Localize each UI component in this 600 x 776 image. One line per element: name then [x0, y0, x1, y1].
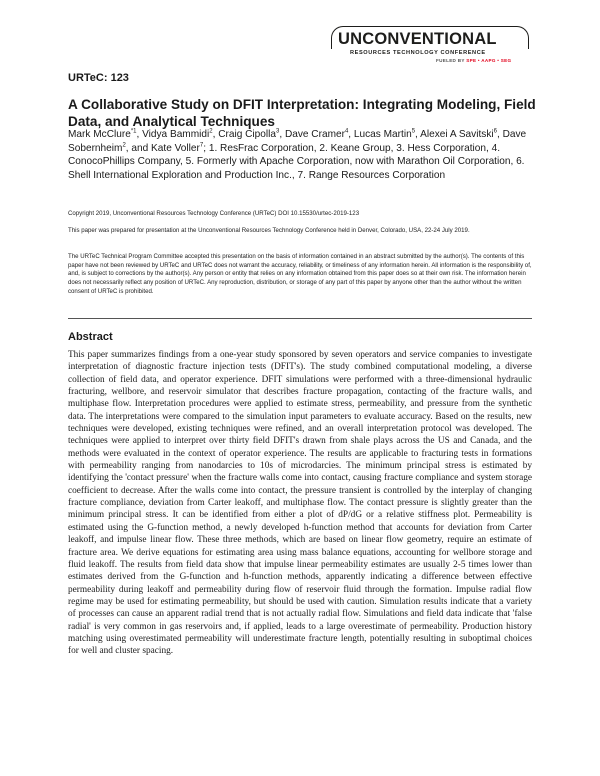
paper-id: URTeC: 123 — [68, 72, 129, 84]
author-affiliation-mark: 3 — [275, 128, 280, 135]
author-name: Kate Voller — [151, 142, 200, 154]
logo-tag-prefix: FUELED BY — [436, 58, 467, 63]
author-affiliation-mark: 4 — [344, 128, 349, 135]
author-affiliation-mark: 5 — [411, 128, 416, 135]
presentation-notice: This paper was prepared for presentation at the Unconventional Resources Technology Conference held in Denver, Colorado, USA, 22-24 July 2019. — [68, 227, 470, 234]
author-name: Dave Cramer — [284, 129, 345, 140]
section-divider — [68, 318, 532, 319]
author-list: Mark McClure$^{*1}$, Vidya Bammidi$^2$, Craig Cipolla$^3$, Dave Cramer$^4$, Lucas Martin$^5$, Alexei A Savitski$^6$, Dave Sobernheim$^2$, and Kate Voller$^7$; 1. ResFrac Corporation, 2. Keane Group, 3. Hess Corporation, 4. ConocoPhillips Company, 5. Formerly with Apache Corporation, now with Marathon Oil Corporation, 6. Shell International Exploration and Production Inc., 7. Range Resources Corporation — [68, 128, 527, 181]
author-name: Alexei A Savitski — [420, 129, 494, 140]
logo-tag-orgs: SPE • AAPG • SEG — [466, 58, 512, 63]
author-affiliation-mark: 2 — [209, 128, 213, 135]
committee-disclaimer: The URTeC Technical Program Committee accepted this presentation on the basis of information contained in an abstract submitted by the author(s). The contents of this paper have not been reviewed by URTeC and URTeC does not warrant the accuracy, reliability, or timeliness of any information herein. All information is the responsibility of, and, is subject to corrections by the author(s). Any person or entity that relies on any information obtained from this paper does so at their own risk. The information herein does not necessarily reflect any position of URTeC. Any reproduction, distribution, or storage of any part of this paper by anyone other than the author without the written consent of URTeC is prohibited. — [68, 253, 532, 295]
author-name: Dave Sobernheim — [68, 129, 527, 154]
conference-logo — [338, 26, 538, 78]
author-name: Mark McClure — [68, 129, 131, 140]
author-affiliation-mark: *1 — [130, 128, 137, 135]
author-name: Vidya Bammidi — [142, 129, 210, 140]
abstract-body: This paper summarizes findings from a one-year study sponsored by seven operators and service companies to investigate interpretation of diagnostic fracture injection tests (DFIT's). The study combined computational modeling, a diverse collection of field data, and operator experience. DFIT simulations were performed with a three-dimensional hydraulic fracturing, wellbore, and reservoir simulator that describes fracture propagation, contacting of the fracture walls, and multiphase flow. Interpretation procedures were applied to estimate stress, permeability, and pressure from the synthetic data. The interpretations were compared to the simulation input parameters to evaluate accuracy. Based on the results, new techniques were developed, existing techniques were refined, and an overall interpretation protocol was developed. The techniques were applied to interpret over thirty field DFIT's drawn from shale plays across the US and Canada, and the methods were evaluated in the context of operator experience. The results are applicable to fracturing tests in formations with permeability ranging from nanodarcies to 10s of microdarcies. The minimum principal stress is estimated by identifying the 'contact pressure' when the fracture walls come into contact, causing fracture compliance and system storage coefficient to decrease. After the walls come into contact, the pressure transient is controlled by the interplay of changing fracture compliance, deviation from Carter leakoff, and multiphase flow. The contact pressure is slightly greater than the minimum principal stress. It can be identified from either a plot of dP/dG or a relative stiffness plot. Permeability is estimated using the G-function method, a newly developed h-function method that accounts for deviation from Carter leakoff, and impulse linear flow. These three methods, which are based on linear flow geometry, require an estimate of fracture area. We derive equations for estimating area using mass balance equations, accounting for wellbore storage and fluid leakoff. The results from field data show that impulse linear permeability estimates are usually 2-5 times lower than estimates derived from the G-function and h-function methods, apparently indicating a difference between effective permeability during leakoff and permeability during flow of reservoir fluid through the formation. Impulse radial flow regime may be used for estimating permeability, but should be used with caution. Simulation results indicate that a variety of processes can cause an apparent radial trend that is not actually radial flow. Simulations and field data indicate that 'false radial' is very common in gas reservoirs and, if applied, leads to a large overestimate of permeability. Production history matching using overestimated permeability will underestimate fracture length, potentially resulting in suboptimal choices for well and cluster spacing. — [68, 350, 532, 657]
affiliations: 1. ResFrac Corporation, 2. Keane Group, 3. Hess Corporation, 4. ConocoPhillips Company, 5. Formerly with Apache Corporation, now with Marathon Oil Corporation, 6. Shell International Exploration and Production Inc., 7. Range Resources Corporation — [68, 142, 525, 181]
copyright-notice: Copyright 2019, Unconventional Resources Technology Conference (URTeC) DOI 10.15530/urtec-2019-123 — [68, 210, 360, 217]
abstract-heading: Abstract — [68, 331, 113, 343]
logo-subtitle: RESOURCES TECHNOLOGY CONFERENCE — [350, 50, 486, 56]
author-name: Lucas Martin — [353, 129, 412, 140]
logo-wordmark: UNCONVENTIONAL — [338, 30, 497, 48]
paper-title: A Collaborative Study on DFIT Interpretation: Integrating Modeling, Field Data, and Analytical Techniques — [68, 97, 536, 130]
author-affiliation-mark: 6 — [493, 128, 497, 135]
author-affiliation-mark: 7 — [199, 142, 204, 149]
author-affiliation-mark: 2 — [122, 142, 126, 149]
logo-tagline — [436, 58, 511, 63]
author-name: Craig Cipolla — [218, 129, 276, 140]
